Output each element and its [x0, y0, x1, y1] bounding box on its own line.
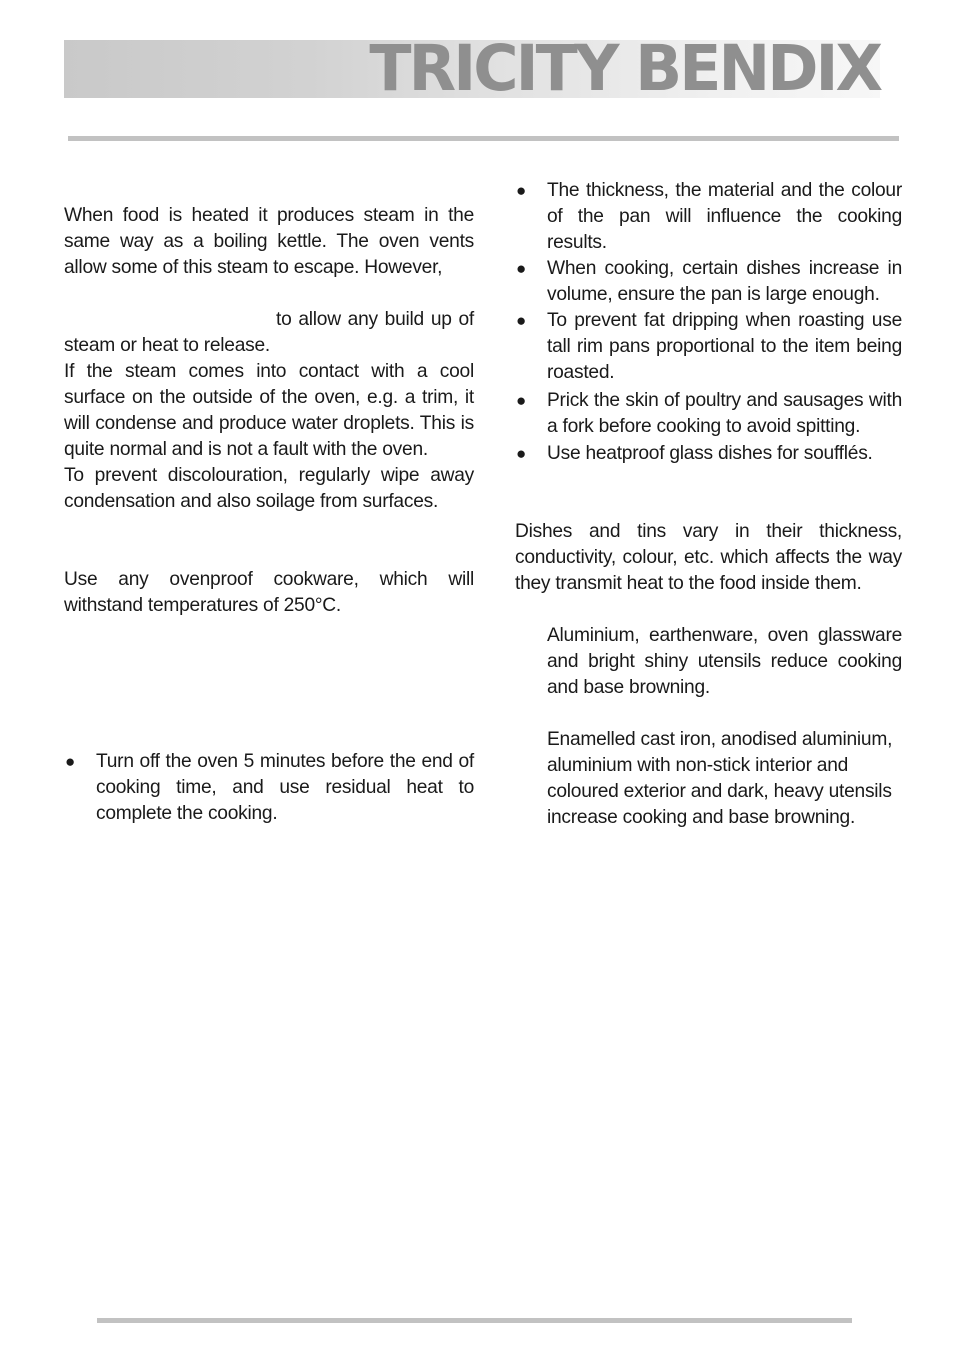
right-column: [515, 178, 902, 831]
increase-browning-paragraph: Enamelled cast iron, anodised aluminium, aluminium with non-stick interior and coloured exterior and dark, heavy utensils increase cooking and base browning.: [547, 729, 893, 828]
energy-tips-list: [64, 749, 474, 827]
cookware-paragraph: Use any ovenproof cookware, which will withstand temperatures of 250°C.: [64, 569, 474, 616]
top-divider: [68, 136, 899, 141]
reduce-browning-paragraph: Aluminium, earthenware, oven glassware and bright shiny utensils reduce cooking and base browning.: [547, 625, 902, 698]
list-item: ● To prevent fat dripping when roasting use tall rim pans proportional to the item being roasted.: [516, 310, 902, 383]
bullet-icon: ●: [516, 391, 527, 410]
list-item: ● The thickness, the material and the colour of the pan will influence the cooking results.: [516, 180, 902, 253]
list-item: ● Prick the skin of poultry and sausages with a fork before cooking to avoid spitting.: [516, 390, 902, 437]
list-item: ● Use heatproof glass dishes for soufflés.: [515, 441, 902, 467]
discolouration-paragraph: To prevent discolouration, regularly wipe away condensation and also soilage from surfaces.: [64, 465, 474, 512]
bullet-icon: ●: [516, 181, 527, 200]
list-item: ● When cooking, certain dishes increase in volume, ensure the pan is large enough.: [516, 258, 902, 305]
steam-condense-paragraph: If the steam comes into contact with a cool surface on the outside of the oven, e.g. a trim, it will condense and produce water droplets. This is quite normal and is not a fault with the oven.: [64, 361, 474, 460]
cookware-tips-list: [515, 178, 902, 467]
left-column: [64, 203, 474, 827]
brand-logo: TRICITY BENDIX: [369, 32, 880, 105]
steam-intro-paragraph: When food is heated it produces steam in the same way as a boiling kettle. The oven vents allow some of this steam to escape. However,: [64, 205, 474, 278]
bullet-icon: ●: [516, 444, 527, 463]
list-item: ● Turn off the oven 5 minutes before the end of cooking time, and use residual heat to complete the cooking.: [65, 751, 474, 824]
bullet-icon: ●: [516, 259, 527, 278]
bullet-icon: ●: [65, 752, 76, 771]
header-banner: [64, 32, 880, 105]
bottom-divider: [97, 1318, 852, 1323]
steam-release-paragraph: to allow any build up of steam or heat to release.: [64, 309, 474, 356]
bullet-icon: ●: [516, 311, 527, 330]
dishes-intro-paragraph: Dishes and tins vary in their thickness, conductivity, colour, etc. which affects the way they transmit heat to the food inside them.: [515, 521, 902, 594]
